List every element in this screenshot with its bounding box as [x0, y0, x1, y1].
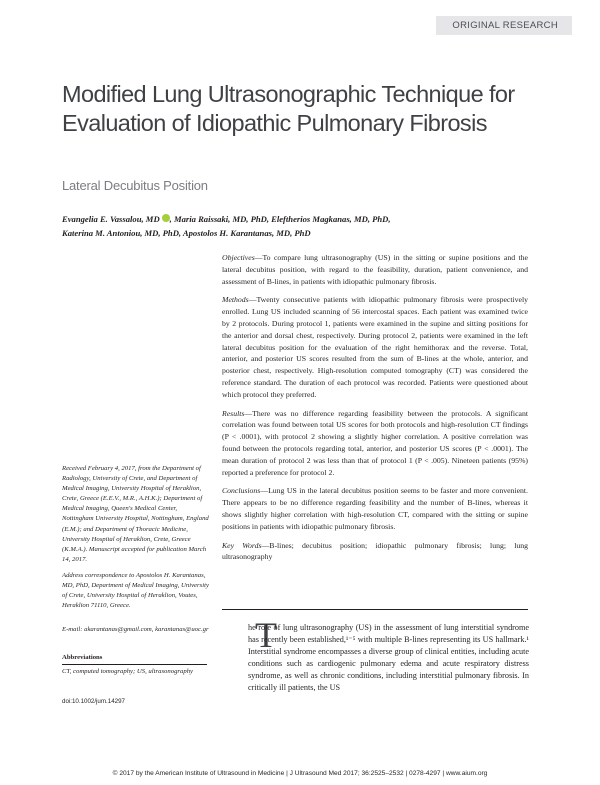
page-footer: © 2017 by the American Institute of Ultrasound in Medicine | J Ultrasound Med 2017; 36:2525–2532 | 0278-4297 | www.aium.org: [112, 770, 488, 777]
drop-cap: T: [255, 615, 277, 655]
abstract-results: [222, 408, 528, 479]
author-list: [62, 212, 532, 240]
results-label: Results: [222, 408, 245, 418]
article-subtitle: Lateral Decubitus Position: [62, 178, 208, 193]
methods-text: —Twenty consecutive patients with idiopathic pulmonary fibrosis were prospectively enrolled. Lung US included scanning of 56 intercostal spaces. Each patient was examined twice by 2 protocols. During protocol 1, patients were examined in the supine and sitting positions for the anterior and dorsal chest, respectively. During protocol 2, patients were examined in the left lateral decubitus position for the evaluation of the right hemithorax and the reverse. Total, anterior, and posterior US scores resulted from the sum of B-lines at the whole, anterior, and posterior chest, respectively. High-resolution computed tomography (CT) was considered the reference standard. The duration of each protocol was recorded. Patients were questioned about which protocol they preferred.: [222, 295, 528, 399]
article-title: Modified Lung Ultrasonographic Technique for Evaluation of Idiopathic Pulmonary Fibrosis: [62, 81, 515, 136]
doi-link[interactable]: doi:10.1002/jum.14297: [62, 698, 125, 705]
body-paragraph: he role of lung ultrasonography (US) in the assessment of lung interstitial syndrome has recently been established,¹⁻⁵ with multiple B-lines representing its US hallmark.¹ Interstitial syndrome encompasses a diverse group of clinical entities, including acute conditions such as cardiogenic pulmonary edema and acute respiratory distress syndrome, as well as chronic conditions, including interstitial pulmonary fibrosis. In critically ill patients, the US: [248, 623, 529, 693]
abstract-keywords: [222, 540, 528, 564]
abstract-methods: [222, 294, 528, 400]
abstract-conclusions: [222, 485, 528, 532]
keywords-text: —B-lines; decubitus position; idiopathic pulmonary fibrosis; lung; lung ultrasonography: [222, 540, 528, 562]
objectives-label: Objectives: [222, 253, 255, 262]
first-author[interactable]: Evangelia E. Vassalou, MD: [62, 214, 160, 224]
orcid-icon[interactable]: [162, 214, 170, 222]
results-text: —There was no difference regarding feasibility between the protocols. A significant correlation was found between total US scores for both protocols and high-resolution CT findings (P < .0001), with protocol 2 showing a slightly higher correlation. A positive correlation was found between the protocols regarding total, anterior, and posterior US scores (P < .0001). The mean duration of protocol 2 was less than that of protocol 1 (P < .005). Nineteen patients (95%) reported a preference for protocol 2.: [222, 408, 528, 477]
received-note: Received February 4, 2017, from the Department of Radiology, University of Crete, and Department of Medical Imaging, University Hospital of Heraklion, Crete, Greece (E.E.V., M.R., A.H.K.); Department of Medical Imaging, Queen's Medical Center, Nottingham University Hospital, Nottingham, England (E.M.); and Department of Thoracic Medicine, University Hospital of Heraklion, Crete, Greece (K.M.A.). Manuscript accepted for publication March 14, 2017.: [62, 465, 209, 563]
conclusions-label: Conclusions: [222, 486, 261, 496]
abstract: [222, 252, 528, 570]
methods-label: Methods: [222, 295, 249, 305]
correspondence-email[interactable]: E-mail: akarantanas@gmail.com, karantanas@uoc.gr: [62, 626, 209, 633]
abstract-divider: [222, 609, 528, 610]
objectives-text: —To compare lung ultrasonography (US) in the sitting or supine positions and the lateral decubitus position, with regard to the feasibility, duration, patient convenience, and assessment of B-lines, in patients with idiopathic pulmonary fibrosis.: [222, 253, 528, 286]
authors-continued: , Maria Raissaki, MD, PhD, Eleftherios Magkanas, MD, PhD,: [169, 214, 391, 224]
article-type-badge: ORIGINAL RESEARCH: [436, 16, 572, 35]
abbreviations-divider: [62, 664, 207, 665]
correspondence-address: Address correspondence to Apostolos H. Karantanas, MD, PhD, Department of Medical Imaging, University of Crete, University Hospital of Heraklion, Voutes, Heraklion 71110, Greece.: [62, 572, 209, 610]
abstract-objectives: [222, 252, 528, 287]
authors-line-2: Katerina M. Antoniou, MD, PhD, Apostolos H. Karantanas, MD, PhD: [62, 228, 311, 238]
abbreviations-text: CT, computed tomography; US, ultrasonography: [62, 668, 194, 675]
abbreviations-heading: Abbreviations: [62, 654, 103, 661]
keywords-label: Key Words: [222, 540, 262, 550]
conclusions-text: —Lung US in the lateral decubitus position seems to be faster and more convenient. There appears to be no difference regarding feasibility and the number of B-lines, whereas it shows slightly higher correlation with high-resolution CT, compared with the sitting or supine positions in patients with idiopathic pulmonary fibrosis.: [222, 486, 528, 531]
